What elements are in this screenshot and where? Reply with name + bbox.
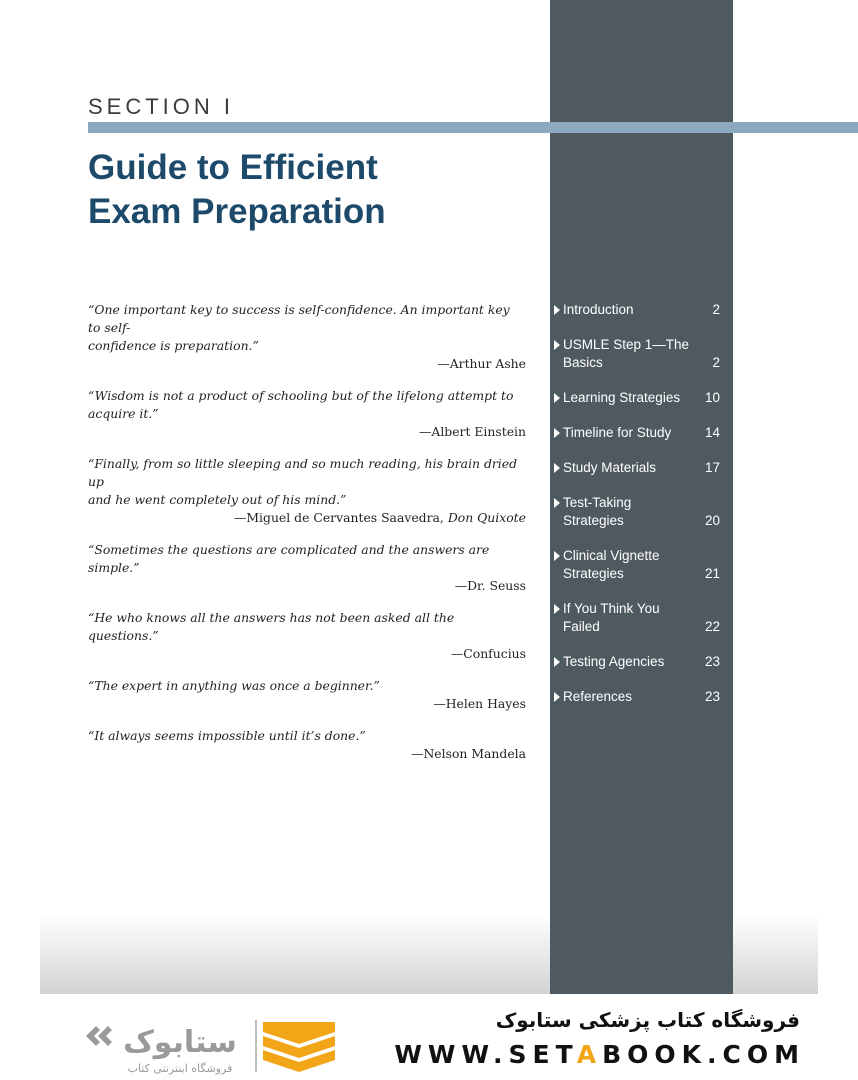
toc-item-learning-strategies[interactable] <box>554 389 722 407</box>
quote-block <box>88 455 526 527</box>
toc-label <box>563 389 693 407</box>
attribution-work: Don Quixote <box>447 510 526 525</box>
triangle-right-icon <box>554 692 560 702</box>
triangle-right-icon <box>554 305 560 315</box>
page-title <box>88 146 528 234</box>
triangle-right-icon <box>554 340 560 350</box>
triangle-right-icon <box>554 393 560 403</box>
toc-item-testing-agencies[interactable] <box>554 653 722 671</box>
toc-label-line: If You Think You <box>563 601 660 616</box>
url-prefix: WWW.SET <box>394 1040 577 1069</box>
toc-label <box>563 688 693 706</box>
toc-page-number: 17 <box>704 460 720 475</box>
toc-label-line: Strategies <box>563 566 624 581</box>
toc-label-line: Testing Agencies <box>563 654 665 669</box>
toc-label <box>563 547 693 583</box>
quote-line: “One important key to success is self-confidence. An important key to self- <box>88 302 510 335</box>
section-label: SECTION I <box>88 94 235 119</box>
quote-block <box>88 387 526 441</box>
toc-label-line: Test-Taking <box>563 495 632 510</box>
quote-line: “Finally, from so little sleeping and so much reading, his brain dried up <box>88 456 518 489</box>
shop-url[interactable] <box>380 1040 805 1069</box>
quote-attribution: —Albert Einstein <box>418 424 526 439</box>
quote-line: confidence is preparation.” <box>88 338 259 353</box>
quote-text <box>88 455 526 509</box>
toc-label <box>563 336 693 372</box>
epigraph-quotes <box>88 301 526 777</box>
toc-page-number: 2 <box>712 355 720 370</box>
title-line-2: Exam Preparation <box>88 192 386 231</box>
quote-text <box>88 609 526 645</box>
triangle-right-icon <box>554 498 560 508</box>
toc-page-number: 14 <box>704 425 720 440</box>
triangle-right-icon <box>554 551 560 561</box>
quote-block <box>88 609 526 663</box>
toc-page-number: 10 <box>704 390 720 405</box>
url-suffix: BOOK.COM <box>602 1040 805 1069</box>
quote-line: and he went completely out of his mind.” <box>88 492 347 507</box>
quote-line: “The expert in anything was once a beginner.” <box>88 678 380 693</box>
toc-label-line: Introduction <box>563 302 634 317</box>
quote-block <box>88 301 526 373</box>
toc-label <box>563 600 693 636</box>
toc-label-line: Basics <box>563 355 603 370</box>
quote-attribution: —Confucius <box>450 646 526 661</box>
quote-attribution: —Helen Hayes <box>433 696 526 711</box>
toc-page-number: 23 <box>704 654 720 669</box>
quote-text <box>88 387 526 423</box>
section-rule <box>88 122 858 133</box>
toc-label-line: References <box>563 689 633 704</box>
logo-divider <box>255 1020 257 1072</box>
toc-label <box>563 494 693 530</box>
quote-block <box>88 727 526 763</box>
toc-label-line: USMLE Step 1—The <box>563 337 690 352</box>
quote-line: “He who knows all the answers has not been asked all the questions.” <box>88 610 455 643</box>
toc-page-number: 2 <box>712 302 720 317</box>
quote-line: acquire it.” <box>88 406 159 421</box>
url-accent: A <box>576 1040 603 1069</box>
toc-item-if-you-failed[interactable] <box>554 600 722 636</box>
setabook-logo[interactable] <box>80 1012 340 1078</box>
toc-label-line: Learning Strategies <box>563 390 681 405</box>
quote-text <box>88 541 526 577</box>
quote-attribution: —Arthur Ashe <box>437 356 526 371</box>
quote-block <box>88 677 526 713</box>
logo-subtext: فروشگاه اینترنتی کتاب <box>127 1062 233 1075</box>
quote-line: “It always seems impossible until it’s done.” <box>88 728 366 743</box>
quote-attribution: —Nelson Mandela <box>411 746 526 761</box>
toc-label-line: Failed <box>563 619 600 634</box>
toc-label <box>563 653 693 671</box>
toc-label-line: Clinical Vignette <box>563 548 660 563</box>
quote-line: “Sometimes the questions are complicated and the answers are simple.” <box>88 542 490 575</box>
toc-item-clinical-vignette[interactable] <box>554 547 722 583</box>
quote-block <box>88 541 526 595</box>
toc-page-number: 20 <box>704 513 720 528</box>
quote-attribution <box>88 509 526 527</box>
logo-wordmark: ستابوک <box>123 1025 237 1060</box>
toc-label-line: Strategies <box>563 513 624 528</box>
book-stack-icon <box>263 1022 335 1072</box>
toc-label-line: Study Materials <box>563 460 657 475</box>
toc-item-test-taking[interactable] <box>554 494 722 530</box>
quote-line: “Wisdom is not a product of schooling but of the lifelong attempt to <box>88 388 514 403</box>
toc-label-line: Timeline for Study <box>563 425 672 440</box>
toc-page-number: 23 <box>704 689 720 704</box>
attribution-author: —Miguel de Cervantes Saavedra, <box>233 510 444 525</box>
toc-label <box>563 424 693 442</box>
toc-item-timeline[interactable] <box>554 424 722 442</box>
toc-page-number: 21 <box>704 566 720 581</box>
toc-page-number: 22 <box>704 619 720 634</box>
toc-label <box>563 459 693 477</box>
shop-name: فروشگاه کتاب پزشکی ستابوک <box>495 1008 800 1032</box>
chevron-left-icon <box>86 1026 112 1046</box>
triangle-right-icon <box>554 428 560 438</box>
triangle-right-icon <box>554 604 560 614</box>
quote-attribution: —Dr. Seuss <box>454 578 526 593</box>
title-line-1: Guide to Efficient <box>88 148 378 187</box>
toc-item-usmle-basics[interactable] <box>554 336 722 372</box>
toc-item-introduction[interactable] <box>554 301 722 319</box>
triangle-right-icon <box>554 463 560 473</box>
toc-item-references[interactable] <box>554 688 722 706</box>
toc-label <box>563 301 693 319</box>
quote-text <box>88 727 526 745</box>
toc-item-study-materials[interactable] <box>554 459 722 477</box>
triangle-right-icon <box>554 657 560 667</box>
quote-text <box>88 301 526 355</box>
quote-text <box>88 677 526 695</box>
